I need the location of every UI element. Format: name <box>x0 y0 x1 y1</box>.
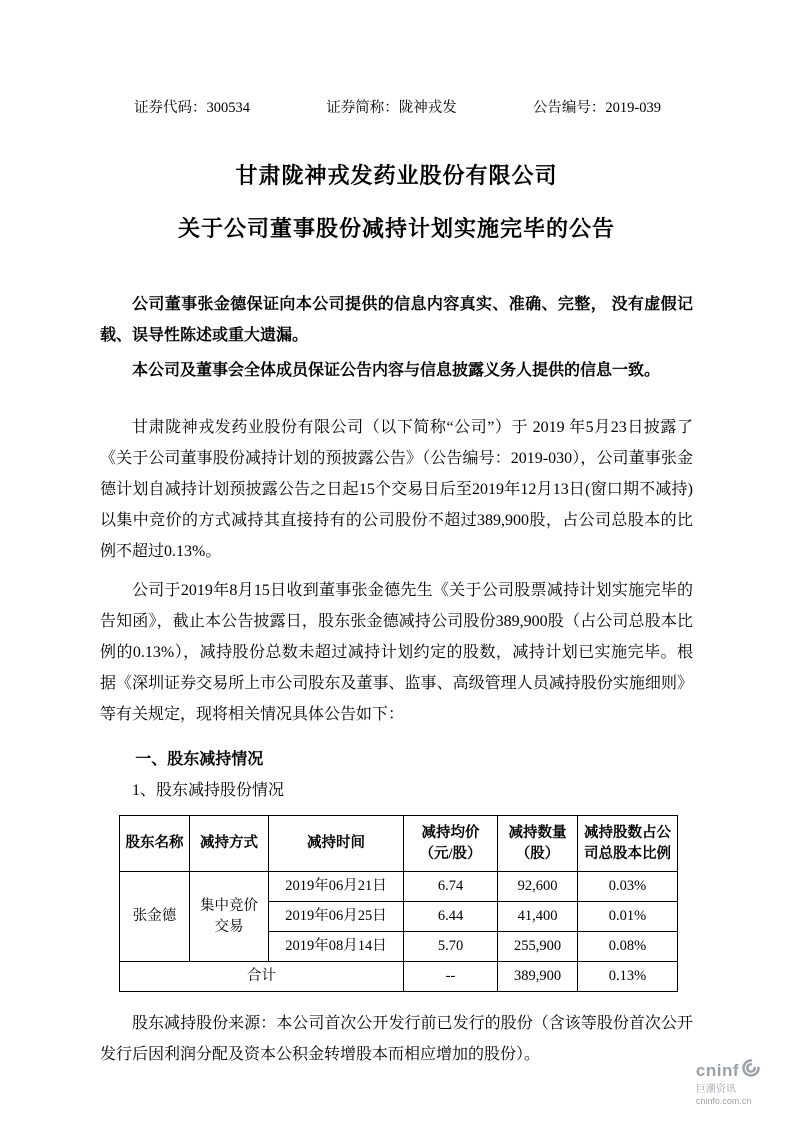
swirl-icon <box>741 1058 761 1083</box>
cell-date: 2019年08月14日 <box>269 932 404 962</box>
cell-ratio: 0.03% <box>578 872 678 902</box>
table-header-row <box>120 816 678 872</box>
cell-quantity: 92,600 <box>498 872 578 902</box>
stock-code: 证券代码：300534 <box>134 100 250 116</box>
cninfo-brand-text: cninf <box>695 1060 739 1080</box>
cell-total-ratio: 0.13% <box>578 962 678 992</box>
cell-date: 2019年06月21日 <box>269 872 404 902</box>
col-header-ratio: 减持股数占公司总股本比例 <box>578 816 678 872</box>
cell-ratio: 0.01% <box>578 902 678 932</box>
cell-date: 2019年06月25日 <box>269 902 404 932</box>
cell-price: 6.44 <box>404 902 498 932</box>
cell-total-price: -- <box>404 962 498 992</box>
cell-shareholder: 张金德 <box>120 872 190 962</box>
announcement-title: 关于公司董事股份减持计划实施完毕的公告 <box>177 216 615 241</box>
statement-paragraph-2: 本公司及董事会全体成员保证公告内容与信息披露义务人提供的信息一致。 <box>132 362 661 379</box>
cell-total-label: 合计 <box>120 962 404 992</box>
cell-total-quantity: 389,900 <box>498 962 578 992</box>
table-total-row <box>120 962 678 992</box>
cninfo-chinese-name: 巨潮资讯 <box>695 1084 736 1096</box>
statements-block <box>100 289 693 386</box>
body-paragraph-1: 甘肃陇神戎发药业股份有限公司（以下简称“公司”）于 2019 年5月23日披露了《关于公司董事股份减持计划的预披露公告》（公告编号：2019-030），公司董事张金德计划自减持计划预披露公告之日起15个交易日后至2019年12月13日(窗口期不减持)以集中竞价的方式减持其直接持有的公司股份不超过389,900股，占公司总股本的比例不超过0.13%。 <box>100 419 693 560</box>
stock-name: 证券简称：陇神戎发 <box>326 100 457 116</box>
cell-price: 6.74 <box>404 872 498 902</box>
col-header-date: 减持时间 <box>269 816 404 872</box>
share-source-note: 股东减持股份来源：本公司首次公开发行前已发行的股份（含该等股份首次公开发行后因利润分配及资本公积金转增股本而相应增加的股份）。 <box>100 1015 693 1063</box>
cninfo-logo <box>696 1058 761 1106</box>
cell-quantity: 41,400 <box>498 902 578 932</box>
col-header-avg-price: 减持均价（元/股） <box>404 816 498 872</box>
cninfo-url: cninfo.com.cn <box>695 1095 752 1106</box>
statement-paragraph-1: 公司董事张金德保证向本公司提供的信息内容真实、准确、完整， 没有虚假记载、误导性陈述或重大遗漏。 <box>100 296 693 344</box>
cninfo-logo-row <box>696 1058 761 1083</box>
announcement-number: 公告编号：2019-039 <box>532 100 661 116</box>
document-header <box>100 96 693 117</box>
col-header-shareholder: 股东名称 <box>120 816 190 872</box>
body-paragraph-2: 公司于2019年8月15日收到董事张金德先生《关于公司股票减持计划实施完毕的告知函》，截止本公告披露日，股东张金德减持公司股份389,900股（占公司总股本比例的0.13%），减持股份总数未超过减持计划约定的股数，减持计划已实施完毕。根据《深圳证券交易所上市公司股东及董事、监事、高级管理人员减持股份实施细则》等有关规定，现将相关情况具体公告如下： <box>100 582 693 723</box>
subsection-heading: 1、股东减持股份情况 <box>132 782 285 799</box>
col-header-method: 减持方式 <box>190 816 269 872</box>
col-header-quantity: 减持数量（股） <box>498 816 578 872</box>
cell-quantity: 255,900 <box>498 932 578 962</box>
table-row <box>120 872 678 902</box>
cell-method: 集中竞价交易 <box>190 872 269 962</box>
company-name-title: 甘肃陇神戎发药业股份有限公司 <box>235 163 558 188</box>
reduction-table <box>119 815 678 992</box>
cell-price: 5.70 <box>404 932 498 962</box>
section-heading: 一、股东减持情况 <box>135 751 264 768</box>
cell-ratio: 0.08% <box>578 932 678 962</box>
